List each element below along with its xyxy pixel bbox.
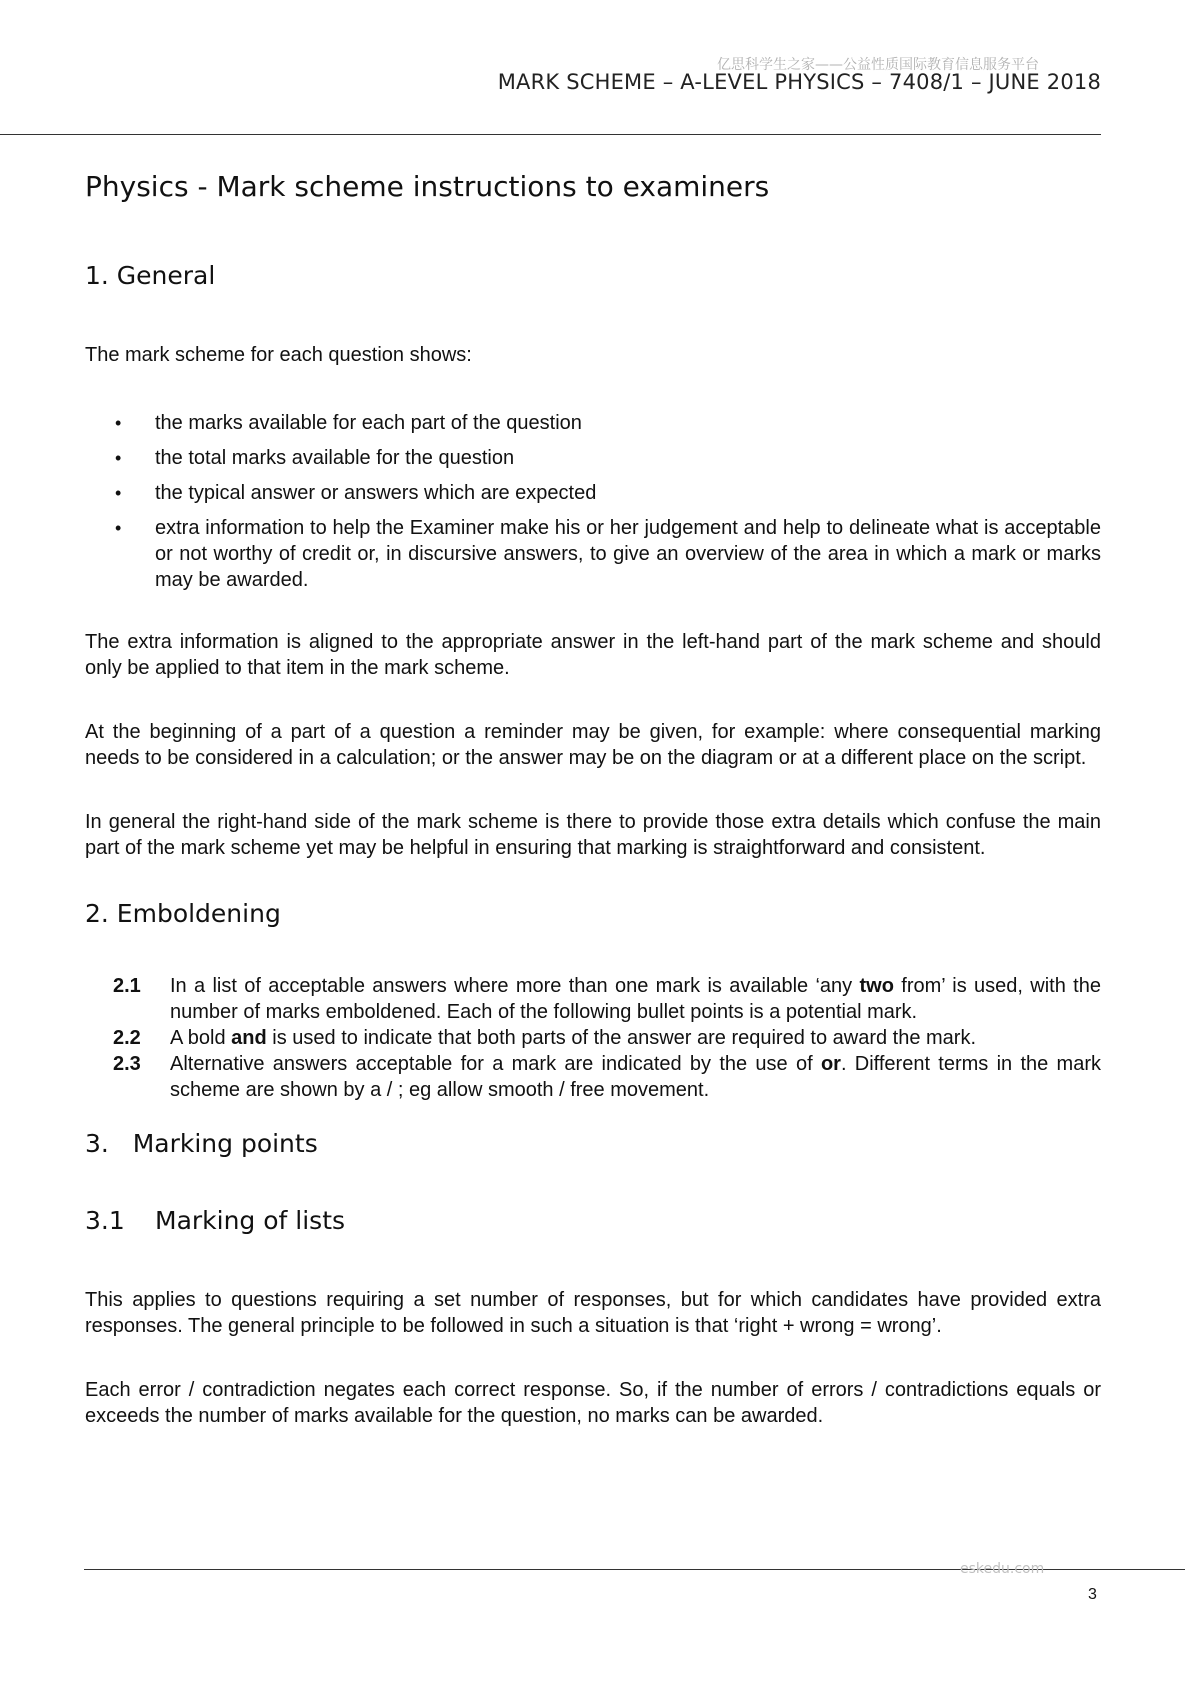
item-text: Alternative answers acceptable for a mark are indicated by the use of xyxy=(170,1053,821,1075)
bullet-icon: • xyxy=(115,518,122,538)
bullet-icon: • xyxy=(115,413,122,433)
list-item xyxy=(85,515,1101,593)
general-paragraph-1: The extra information is aligned to the appropriate answer in the left-hand part of the mark scheme and should only be applied to that item in the mark scheme. xyxy=(85,631,1101,679)
list-item-text: extra information to help the Examiner make his or her judgement and help to delineate what is acceptable or not worthy of credit or, in discursive answers, to give an overview of the area in which a mark or marks may be awarded. xyxy=(155,517,1101,591)
page-content xyxy=(85,170,1101,1429)
subsection-title: Marking of lists xyxy=(155,1206,346,1235)
section-heading-general: 1. General xyxy=(85,261,216,290)
page-title: Physics - Mark scheme instructions to examiners xyxy=(85,170,770,203)
section-heading-emboldening: 2. Emboldening xyxy=(85,899,281,928)
bullet-icon: • xyxy=(115,483,122,503)
general-paragraph-3: In general the right-hand side of the mark scheme is there to provide those extra details which confuse the main part of the mark scheme yet may be helpful in ensuring that marking is straightforward and consistent. xyxy=(85,811,1101,859)
item-number: 2.2 xyxy=(113,1027,141,1049)
item-text: In a list of acceptable answers where more than one mark is available ‘any xyxy=(170,975,860,997)
list-item-text: the typical answer or answers which are expected xyxy=(155,482,597,504)
subsection-heading-marking-of-lists xyxy=(85,1206,1101,1235)
emboldening-item xyxy=(85,1051,1101,1103)
header-watermark: 亿思科学生之家——公益性质国际教育信息服务平台 xyxy=(717,57,1039,73)
item-text: . Different terms in the mark scheme are shown by a / ; eg allow smooth / free movement. xyxy=(170,1053,1101,1101)
emboldening-item xyxy=(85,1025,1101,1051)
page-number: 3 xyxy=(1088,1586,1097,1603)
section-general xyxy=(85,261,1101,861)
list-item-text: the marks available for each part of the question xyxy=(155,412,582,434)
item-text: from’ is used, with the number of marks emboldened. Each of the following bullet points is a potential mark. xyxy=(170,975,1101,1023)
marking-paragraph-1: This applies to questions requiring a set number of responses, but for which candidates have provided extra responses. The general principle to be followed in such a situation is that ‘right + wrong = wrong’. xyxy=(85,1289,1101,1337)
item-number: 2.1 xyxy=(113,975,141,997)
list-item-text: the total marks available for the question xyxy=(155,447,515,469)
general-intro: The mark scheme for each question shows: xyxy=(85,344,472,366)
list-item xyxy=(85,480,1101,506)
bold-term: two xyxy=(859,975,894,997)
item-text: A bold xyxy=(170,1027,232,1049)
bullet-icon: • xyxy=(115,448,122,468)
list-item xyxy=(85,445,1101,471)
list-item xyxy=(85,410,1101,436)
item-text: is used to indicate that both parts of the answer are required to award the mark. xyxy=(266,1027,977,1049)
header-divider xyxy=(0,134,1101,135)
marking-paragraph-2: Each error / contradiction negates each correct response. So, if the number of errors / contradictions equals or exceeds the number of marks available for the question, no marks can be awarded. xyxy=(85,1379,1101,1427)
emboldening-item xyxy=(85,973,1101,1025)
bold-term: and xyxy=(231,1027,267,1049)
emboldening-list xyxy=(85,973,1101,1103)
footer-watermark: eskedu.com xyxy=(960,1561,1045,1577)
header-title: MARK SCHEME – A-LEVEL PHYSICS – 7408/1 – JUNE 2018 xyxy=(497,70,1101,94)
section-marking-points xyxy=(85,1129,1101,1429)
bold-term: or xyxy=(820,1053,841,1075)
section-emboldening xyxy=(85,899,1101,1103)
general-bullet-list xyxy=(85,410,1101,593)
item-number: 2.3 xyxy=(113,1053,141,1075)
section-heading-marking-points: 3. Marking points xyxy=(85,1129,318,1158)
subsection-number: 3.1 xyxy=(85,1206,125,1235)
general-paragraph-2: At the beginning of a part of a question a reminder may be given, for example: where consequential marking needs to be considered in a calculation; or the answer may be on the diagram or at a different place on the script. xyxy=(85,721,1101,769)
